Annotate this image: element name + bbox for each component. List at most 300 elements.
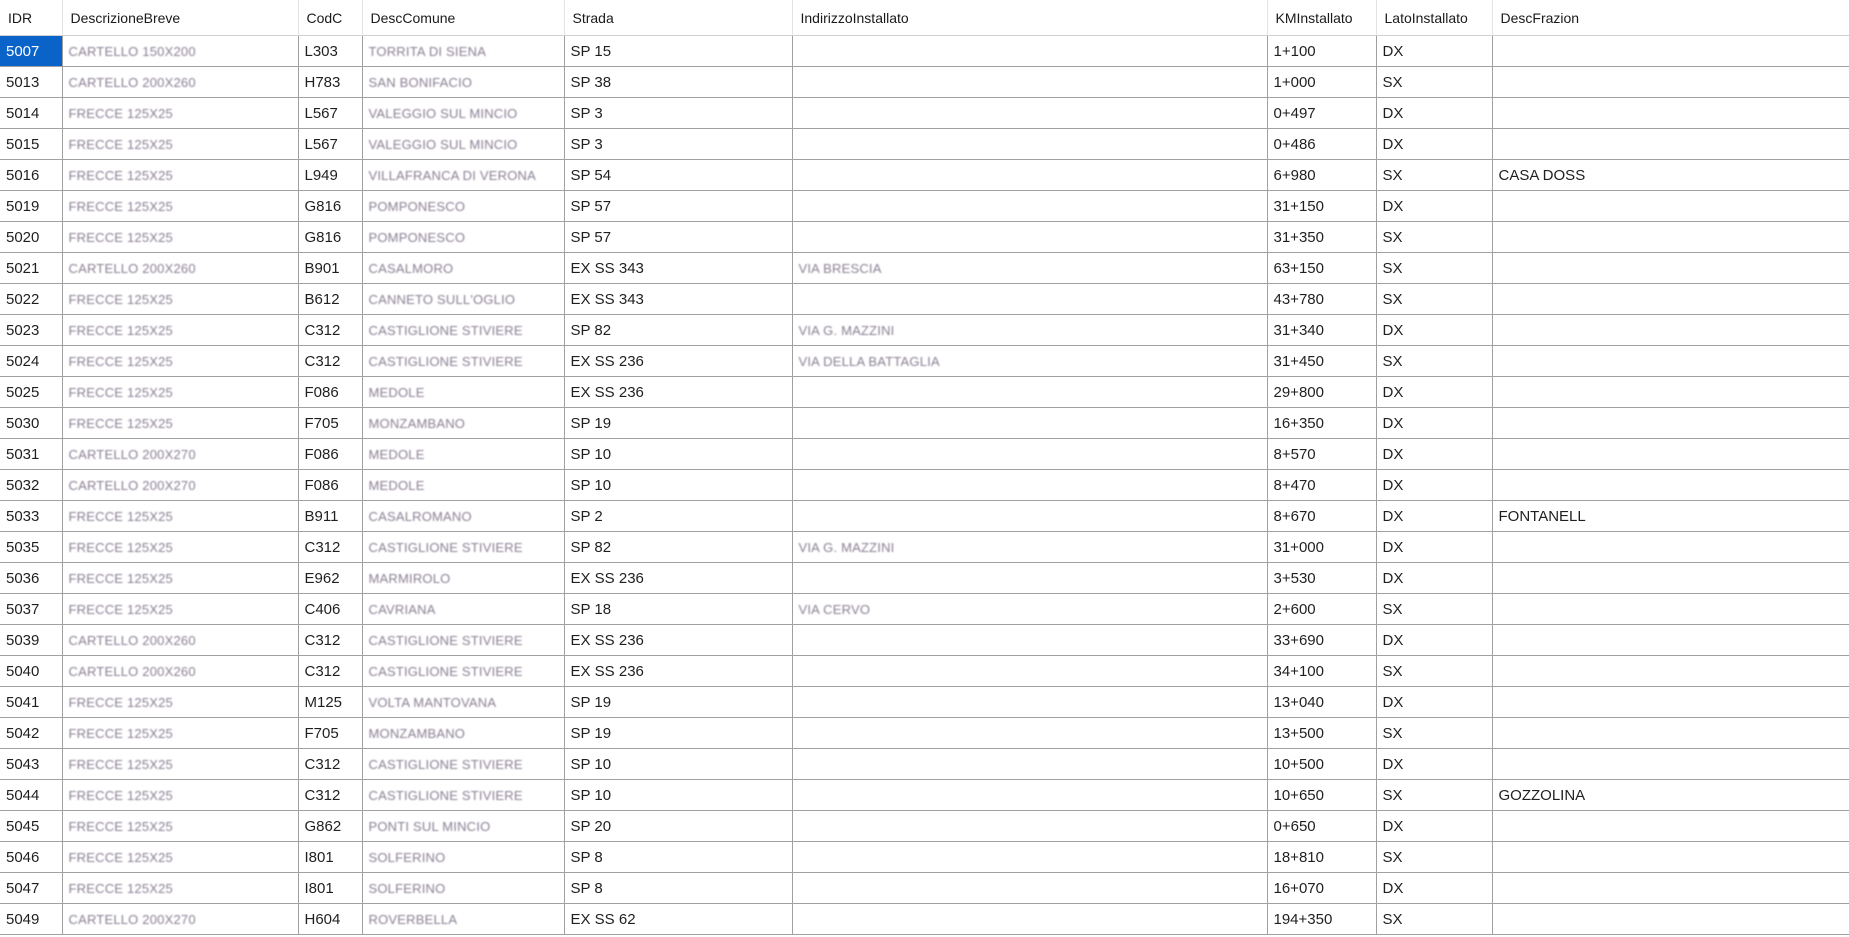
cell-indirizzo[interactable]	[792, 284, 1267, 315]
cell-idr[interactable]: 5040	[0, 656, 62, 687]
cell-strada[interactable]: SP 10	[564, 439, 792, 470]
cell-desc[interactable]	[62, 718, 298, 749]
cell-desc[interactable]	[62, 253, 298, 284]
cell-frazione[interactable]	[1492, 191, 1849, 222]
cell-indirizzo[interactable]	[792, 718, 1267, 749]
cell-km[interactable]: 31+340	[1267, 315, 1376, 346]
cell-lato[interactable]: SX	[1376, 842, 1492, 873]
table-row[interactable]	[0, 904, 1849, 935]
cell-lato[interactable]: DX	[1376, 625, 1492, 656]
cell-km[interactable]: 8+570	[1267, 439, 1376, 470]
cell-codc[interactable]: H783	[298, 67, 362, 98]
table-row[interactable]	[0, 749, 1849, 780]
cell-indirizzo[interactable]	[792, 594, 1267, 625]
cell-km[interactable]: 10+500	[1267, 749, 1376, 780]
cell-km[interactable]: 63+150	[1267, 253, 1376, 284]
cell-comune[interactable]	[362, 687, 564, 718]
cell-frazione[interactable]	[1492, 439, 1849, 470]
cell-idr[interactable]: 5019	[0, 191, 62, 222]
cell-strada[interactable]: SP 57	[564, 191, 792, 222]
cell-codc[interactable]: C312	[298, 656, 362, 687]
cell-frazione[interactable]	[1492, 470, 1849, 501]
cell-lato[interactable]: SX	[1376, 904, 1492, 935]
cell-km[interactable]: 0+497	[1267, 98, 1376, 129]
cell-km[interactable]: 13+500	[1267, 718, 1376, 749]
cell-indirizzo[interactable]	[792, 563, 1267, 594]
cell-comune[interactable]	[362, 315, 564, 346]
cell-indirizzo[interactable]	[792, 36, 1267, 67]
cell-frazione[interactable]	[1492, 904, 1849, 935]
cell-indirizzo[interactable]	[792, 346, 1267, 377]
cell-desc[interactable]	[62, 36, 298, 67]
cell-lato[interactable]: DX	[1376, 749, 1492, 780]
cell-lato[interactable]: DX	[1376, 811, 1492, 842]
cell-codc[interactable]: F705	[298, 718, 362, 749]
cell-frazione[interactable]: GOZZOLINA	[1492, 780, 1849, 811]
cell-codc[interactable]: L567	[298, 129, 362, 160]
cell-lato[interactable]: DX	[1376, 563, 1492, 594]
cell-lato[interactable]: SX	[1376, 222, 1492, 253]
cell-strada[interactable]: SP 8	[564, 873, 792, 904]
table-row[interactable]	[0, 377, 1849, 408]
cell-comune[interactable]	[362, 408, 564, 439]
cell-strada[interactable]: SP 19	[564, 718, 792, 749]
cell-idr[interactable]: 5015	[0, 129, 62, 160]
cell-codc[interactable]: L949	[298, 160, 362, 191]
cell-km[interactable]: 29+800	[1267, 377, 1376, 408]
cell-idr[interactable]: 5036	[0, 563, 62, 594]
cell-desc[interactable]	[62, 563, 298, 594]
cell-lato[interactable]: SX	[1376, 718, 1492, 749]
cell-indirizzo[interactable]	[792, 842, 1267, 873]
cell-indirizzo[interactable]	[792, 749, 1267, 780]
cell-idr[interactable]: 5041	[0, 687, 62, 718]
cell-strada[interactable]: SP 18	[564, 594, 792, 625]
cell-idr[interactable]: 5033	[0, 501, 62, 532]
cell-frazione[interactable]	[1492, 346, 1849, 377]
cell-frazione[interactable]: FONTANELL	[1492, 501, 1849, 532]
cell-frazione[interactable]	[1492, 377, 1849, 408]
cell-km[interactable]: 1+000	[1267, 67, 1376, 98]
cell-codc[interactable]: F086	[298, 470, 362, 501]
cell-codc[interactable]: I801	[298, 873, 362, 904]
cell-desc[interactable]	[62, 98, 298, 129]
column-header-codc[interactable]: CodC	[298, 0, 362, 36]
table-row[interactable]	[0, 284, 1849, 315]
cell-strada[interactable]: EX SS 236	[564, 377, 792, 408]
cell-indirizzo[interactable]	[792, 687, 1267, 718]
table-row[interactable]	[0, 656, 1849, 687]
cell-codc[interactable]: B911	[298, 501, 362, 532]
cell-lato[interactable]: SX	[1376, 656, 1492, 687]
cell-idr[interactable]: 5037	[0, 594, 62, 625]
cell-frazione[interactable]	[1492, 253, 1849, 284]
cell-codc[interactable]: B901	[298, 253, 362, 284]
cell-idr[interactable]: 5049	[0, 904, 62, 935]
cell-km[interactable]: 0+486	[1267, 129, 1376, 160]
table-row[interactable]	[0, 687, 1849, 718]
cell-desc[interactable]	[62, 656, 298, 687]
cell-codc[interactable]: C312	[298, 346, 362, 377]
cell-strada[interactable]: SP 57	[564, 222, 792, 253]
cell-strada[interactable]: SP 15	[564, 36, 792, 67]
cell-codc[interactable]: C312	[298, 780, 362, 811]
cell-strada[interactable]: EX SS 236	[564, 625, 792, 656]
cell-desc[interactable]	[62, 842, 298, 873]
cell-lato[interactable]: SX	[1376, 346, 1492, 377]
cell-indirizzo[interactable]	[792, 811, 1267, 842]
cell-indirizzo[interactable]	[792, 439, 1267, 470]
cell-desc[interactable]	[62, 749, 298, 780]
cell-codc[interactable]: F705	[298, 408, 362, 439]
cell-desc[interactable]	[62, 904, 298, 935]
cell-frazione[interactable]	[1492, 408, 1849, 439]
cell-comune[interactable]	[362, 377, 564, 408]
table-row[interactable]	[0, 811, 1849, 842]
cell-idr[interactable]: 5025	[0, 377, 62, 408]
cell-indirizzo[interactable]	[792, 656, 1267, 687]
cell-frazione[interactable]	[1492, 749, 1849, 780]
cell-comune[interactable]	[362, 191, 564, 222]
cell-codc[interactable]: I801	[298, 842, 362, 873]
cell-strada[interactable]: SP 3	[564, 129, 792, 160]
cell-comune[interactable]	[362, 749, 564, 780]
cell-km[interactable]: 13+040	[1267, 687, 1376, 718]
cell-frazione[interactable]	[1492, 656, 1849, 687]
cell-indirizzo[interactable]	[792, 191, 1267, 222]
cell-km[interactable]: 34+100	[1267, 656, 1376, 687]
cell-indirizzo[interactable]	[792, 470, 1267, 501]
cell-comune[interactable]	[362, 625, 564, 656]
cell-lato[interactable]: DX	[1376, 873, 1492, 904]
cell-desc[interactable]	[62, 191, 298, 222]
table-row[interactable]	[0, 222, 1849, 253]
cell-codc[interactable]: C312	[298, 749, 362, 780]
cell-indirizzo[interactable]	[792, 625, 1267, 656]
cell-frazione[interactable]	[1492, 563, 1849, 594]
cell-lato[interactable]: DX	[1376, 501, 1492, 532]
cell-indirizzo[interactable]	[792, 780, 1267, 811]
cell-idr[interactable]: 5047	[0, 873, 62, 904]
cell-frazione[interactable]	[1492, 315, 1849, 346]
cell-km[interactable]: 31+350	[1267, 222, 1376, 253]
cell-lato[interactable]: SX	[1376, 284, 1492, 315]
cell-strada[interactable]: SP 82	[564, 532, 792, 563]
cell-comune[interactable]	[362, 563, 564, 594]
cell-idr[interactable]: 5014	[0, 98, 62, 129]
cell-idr[interactable]: 5007	[0, 36, 62, 67]
cell-indirizzo[interactable]	[792, 904, 1267, 935]
cell-desc[interactable]	[62, 625, 298, 656]
cell-lato[interactable]: DX	[1376, 687, 1492, 718]
cell-desc[interactable]	[62, 439, 298, 470]
table-row[interactable]	[0, 532, 1849, 563]
table-row[interactable]	[0, 439, 1849, 470]
cell-km[interactable]: 16+070	[1267, 873, 1376, 904]
cell-km[interactable]: 194+350	[1267, 904, 1376, 935]
column-header-lato[interactable]: LatoInstallato	[1376, 0, 1492, 36]
table-row[interactable]	[0, 718, 1849, 749]
cell-strada[interactable]: EX SS 236	[564, 346, 792, 377]
table-row[interactable]	[0, 625, 1849, 656]
cell-idr[interactable]: 5046	[0, 842, 62, 873]
cell-km[interactable]: 1+100	[1267, 36, 1376, 67]
cell-indirizzo[interactable]	[792, 253, 1267, 284]
cell-strada[interactable]: SP 3	[564, 98, 792, 129]
cell-desc[interactable]	[62, 408, 298, 439]
cell-frazione[interactable]	[1492, 67, 1849, 98]
cell-indirizzo[interactable]	[792, 501, 1267, 532]
cell-lato[interactable]: DX	[1376, 439, 1492, 470]
cell-lato[interactable]: SX	[1376, 594, 1492, 625]
cell-codc[interactable]: M125	[298, 687, 362, 718]
cell-indirizzo[interactable]	[792, 160, 1267, 191]
cell-lato[interactable]: DX	[1376, 408, 1492, 439]
cell-km[interactable]: 2+600	[1267, 594, 1376, 625]
table-row[interactable]	[0, 67, 1849, 98]
cell-frazione[interactable]	[1492, 129, 1849, 160]
cell-strada[interactable]: EX SS 343	[564, 253, 792, 284]
cell-codc[interactable]: F086	[298, 439, 362, 470]
cell-frazione[interactable]	[1492, 284, 1849, 315]
cell-desc[interactable]	[62, 129, 298, 160]
cell-frazione[interactable]	[1492, 625, 1849, 656]
cell-codc[interactable]: G816	[298, 222, 362, 253]
cell-codc[interactable]: L567	[298, 98, 362, 129]
cell-codc[interactable]: C312	[298, 625, 362, 656]
cell-comune[interactable]	[362, 439, 564, 470]
cell-strada[interactable]: SP 19	[564, 687, 792, 718]
table-row[interactable]	[0, 98, 1849, 129]
cell-comune[interactable]	[362, 811, 564, 842]
cell-frazione[interactable]	[1492, 98, 1849, 129]
cell-idr[interactable]: 5044	[0, 780, 62, 811]
cell-desc[interactable]	[62, 687, 298, 718]
cell-km[interactable]: 31+150	[1267, 191, 1376, 222]
cell-idr[interactable]: 5043	[0, 749, 62, 780]
cell-desc[interactable]	[62, 222, 298, 253]
cell-km[interactable]: 31+450	[1267, 346, 1376, 377]
cell-lato[interactable]: DX	[1376, 129, 1492, 160]
cell-strada[interactable]: SP 8	[564, 842, 792, 873]
table-row[interactable]	[0, 253, 1849, 284]
cell-strada[interactable]: EX SS 62	[564, 904, 792, 935]
cell-km[interactable]: 33+690	[1267, 625, 1376, 656]
cell-comune[interactable]	[362, 67, 564, 98]
cell-codc[interactable]: C312	[298, 315, 362, 346]
table-row[interactable]	[0, 594, 1849, 625]
cell-lato[interactable]: DX	[1376, 191, 1492, 222]
cell-strada[interactable]: SP 82	[564, 315, 792, 346]
cell-lato[interactable]: DX	[1376, 470, 1492, 501]
cell-codc[interactable]: F086	[298, 377, 362, 408]
cell-indirizzo[interactable]	[792, 98, 1267, 129]
cell-km[interactable]: 8+470	[1267, 470, 1376, 501]
cell-lato[interactable]: SX	[1376, 160, 1492, 191]
cell-frazione[interactable]: CASA DOSS	[1492, 160, 1849, 191]
cell-strada[interactable]: SP 10	[564, 749, 792, 780]
cell-km[interactable]: 18+810	[1267, 842, 1376, 873]
cell-strada[interactable]: SP 38	[564, 67, 792, 98]
column-header-indirizzo[interactable]: IndirizzoInstallato	[792, 0, 1267, 36]
cell-desc[interactable]	[62, 873, 298, 904]
cell-strada[interactable]: EX SS 236	[564, 563, 792, 594]
cell-km[interactable]: 10+650	[1267, 780, 1376, 811]
cell-frazione[interactable]	[1492, 718, 1849, 749]
cell-desc[interactable]	[62, 811, 298, 842]
table-row[interactable]	[0, 873, 1849, 904]
cell-comune[interactable]	[362, 160, 564, 191]
table-row[interactable]	[0, 563, 1849, 594]
cell-comune[interactable]	[362, 129, 564, 160]
cell-desc[interactable]	[62, 160, 298, 191]
cell-desc[interactable]	[62, 470, 298, 501]
cell-comune[interactable]	[362, 842, 564, 873]
cell-lato[interactable]: SX	[1376, 253, 1492, 284]
cell-idr[interactable]: 5031	[0, 439, 62, 470]
cell-indirizzo[interactable]	[792, 408, 1267, 439]
cell-lato[interactable]: DX	[1376, 377, 1492, 408]
cell-comune[interactable]	[362, 532, 564, 563]
column-header-km[interactable]: KMInstallato	[1267, 0, 1376, 36]
cell-desc[interactable]	[62, 532, 298, 563]
cell-codc[interactable]: L303	[298, 36, 362, 67]
cell-km[interactable]: 6+980	[1267, 160, 1376, 191]
cell-comune[interactable]	[362, 222, 564, 253]
cell-lato[interactable]: DX	[1376, 532, 1492, 563]
cell-km[interactable]: 43+780	[1267, 284, 1376, 315]
cell-km[interactable]: 0+650	[1267, 811, 1376, 842]
cell-indirizzo[interactable]	[792, 873, 1267, 904]
cell-idr[interactable]: 5020	[0, 222, 62, 253]
cell-comune[interactable]	[362, 284, 564, 315]
cell-desc[interactable]	[62, 780, 298, 811]
cell-codc[interactable]: B612	[298, 284, 362, 315]
cell-km[interactable]: 31+000	[1267, 532, 1376, 563]
column-header-comune[interactable]: DescComune	[362, 0, 564, 36]
cell-idr[interactable]: 5023	[0, 315, 62, 346]
cell-idr[interactable]: 5039	[0, 625, 62, 656]
cell-strada[interactable]: EX SS 343	[564, 284, 792, 315]
cell-codc[interactable]: G862	[298, 811, 362, 842]
cell-desc[interactable]	[62, 594, 298, 625]
cell-desc[interactable]	[62, 67, 298, 98]
cell-idr[interactable]: 5030	[0, 408, 62, 439]
cell-idr[interactable]: 5016	[0, 160, 62, 191]
cell-idr[interactable]: 5035	[0, 532, 62, 563]
cell-idr[interactable]: 5024	[0, 346, 62, 377]
cell-comune[interactable]	[362, 98, 564, 129]
column-header-strada[interactable]: Strada	[564, 0, 792, 36]
table-row[interactable]	[0, 470, 1849, 501]
table-row[interactable]	[0, 129, 1849, 160]
cell-indirizzo[interactable]	[792, 129, 1267, 160]
cell-strada[interactable]: SP 10	[564, 780, 792, 811]
cell-lato[interactable]: SX	[1376, 67, 1492, 98]
table-row[interactable]	[0, 191, 1849, 222]
cell-desc[interactable]	[62, 284, 298, 315]
cell-frazione[interactable]	[1492, 594, 1849, 625]
cell-strada[interactable]: EX SS 236	[564, 656, 792, 687]
cell-comune[interactable]	[362, 253, 564, 284]
cell-codc[interactable]: C406	[298, 594, 362, 625]
column-header-desc[interactable]: DescrizioneBreve	[62, 0, 298, 36]
cell-lato[interactable]: DX	[1376, 315, 1492, 346]
cell-frazione[interactable]	[1492, 873, 1849, 904]
table-row[interactable]	[0, 501, 1849, 532]
cell-comune[interactable]	[362, 873, 564, 904]
cell-idr[interactable]: 5042	[0, 718, 62, 749]
cell-lato[interactable]: DX	[1376, 36, 1492, 67]
cell-desc[interactable]	[62, 315, 298, 346]
cell-lato[interactable]: DX	[1376, 98, 1492, 129]
cell-codc[interactable]: E962	[298, 563, 362, 594]
cell-idr[interactable]: 5045	[0, 811, 62, 842]
cell-comune[interactable]	[362, 346, 564, 377]
cell-strada[interactable]: SP 2	[564, 501, 792, 532]
cell-indirizzo[interactable]	[792, 315, 1267, 346]
cell-frazione[interactable]	[1492, 842, 1849, 873]
cell-strada[interactable]: SP 20	[564, 811, 792, 842]
cell-frazione[interactable]	[1492, 532, 1849, 563]
cell-indirizzo[interactable]	[792, 67, 1267, 98]
cell-comune[interactable]	[362, 656, 564, 687]
cell-indirizzo[interactable]	[792, 532, 1267, 563]
cell-strada[interactable]: SP 54	[564, 160, 792, 191]
cell-comune[interactable]	[362, 594, 564, 625]
cell-frazione[interactable]	[1492, 36, 1849, 67]
cell-idr[interactable]: 5032	[0, 470, 62, 501]
table-row[interactable]	[0, 780, 1849, 811]
table-row[interactable]	[0, 408, 1849, 439]
table-row[interactable]	[0, 160, 1849, 191]
cell-desc[interactable]	[62, 501, 298, 532]
cell-codc[interactable]: G816	[298, 191, 362, 222]
cell-desc[interactable]	[62, 346, 298, 377]
cell-frazione[interactable]	[1492, 687, 1849, 718]
cell-comune[interactable]	[362, 718, 564, 749]
cell-idr[interactable]: 5013	[0, 67, 62, 98]
cell-codc[interactable]: C312	[298, 532, 362, 563]
cell-idr[interactable]: 5021	[0, 253, 62, 284]
cell-strada[interactable]: SP 19	[564, 408, 792, 439]
cell-desc[interactable]	[62, 377, 298, 408]
table-row[interactable]	[0, 842, 1849, 873]
cell-km[interactable]: 3+530	[1267, 563, 1376, 594]
table-row[interactable]	[0, 315, 1849, 346]
column-header-idr[interactable]: IDR	[0, 0, 62, 36]
cell-idr[interactable]: 5022	[0, 284, 62, 315]
cell-km[interactable]: 16+350	[1267, 408, 1376, 439]
table-row[interactable]	[0, 36, 1849, 67]
cell-km[interactable]: 8+670	[1267, 501, 1376, 532]
cell-lato[interactable]: SX	[1376, 780, 1492, 811]
cell-comune[interactable]	[362, 501, 564, 532]
cell-indirizzo[interactable]	[792, 377, 1267, 408]
cell-frazione[interactable]	[1492, 222, 1849, 253]
cell-text-desc: FRECCE 125X25	[68, 229, 173, 245]
table-row[interactable]	[0, 346, 1849, 377]
column-header-frazione[interactable]: DescFrazion	[1492, 0, 1849, 36]
cell-strada[interactable]: SP 10	[564, 470, 792, 501]
cell-comune[interactable]	[362, 36, 564, 67]
cell-frazione[interactable]	[1492, 811, 1849, 842]
cell-indirizzo[interactable]	[792, 222, 1267, 253]
cell-comune[interactable]	[362, 470, 564, 501]
cell-codc[interactable]: H604	[298, 904, 362, 935]
cell-comune[interactable]	[362, 780, 564, 811]
cell-comune[interactable]	[362, 904, 564, 935]
